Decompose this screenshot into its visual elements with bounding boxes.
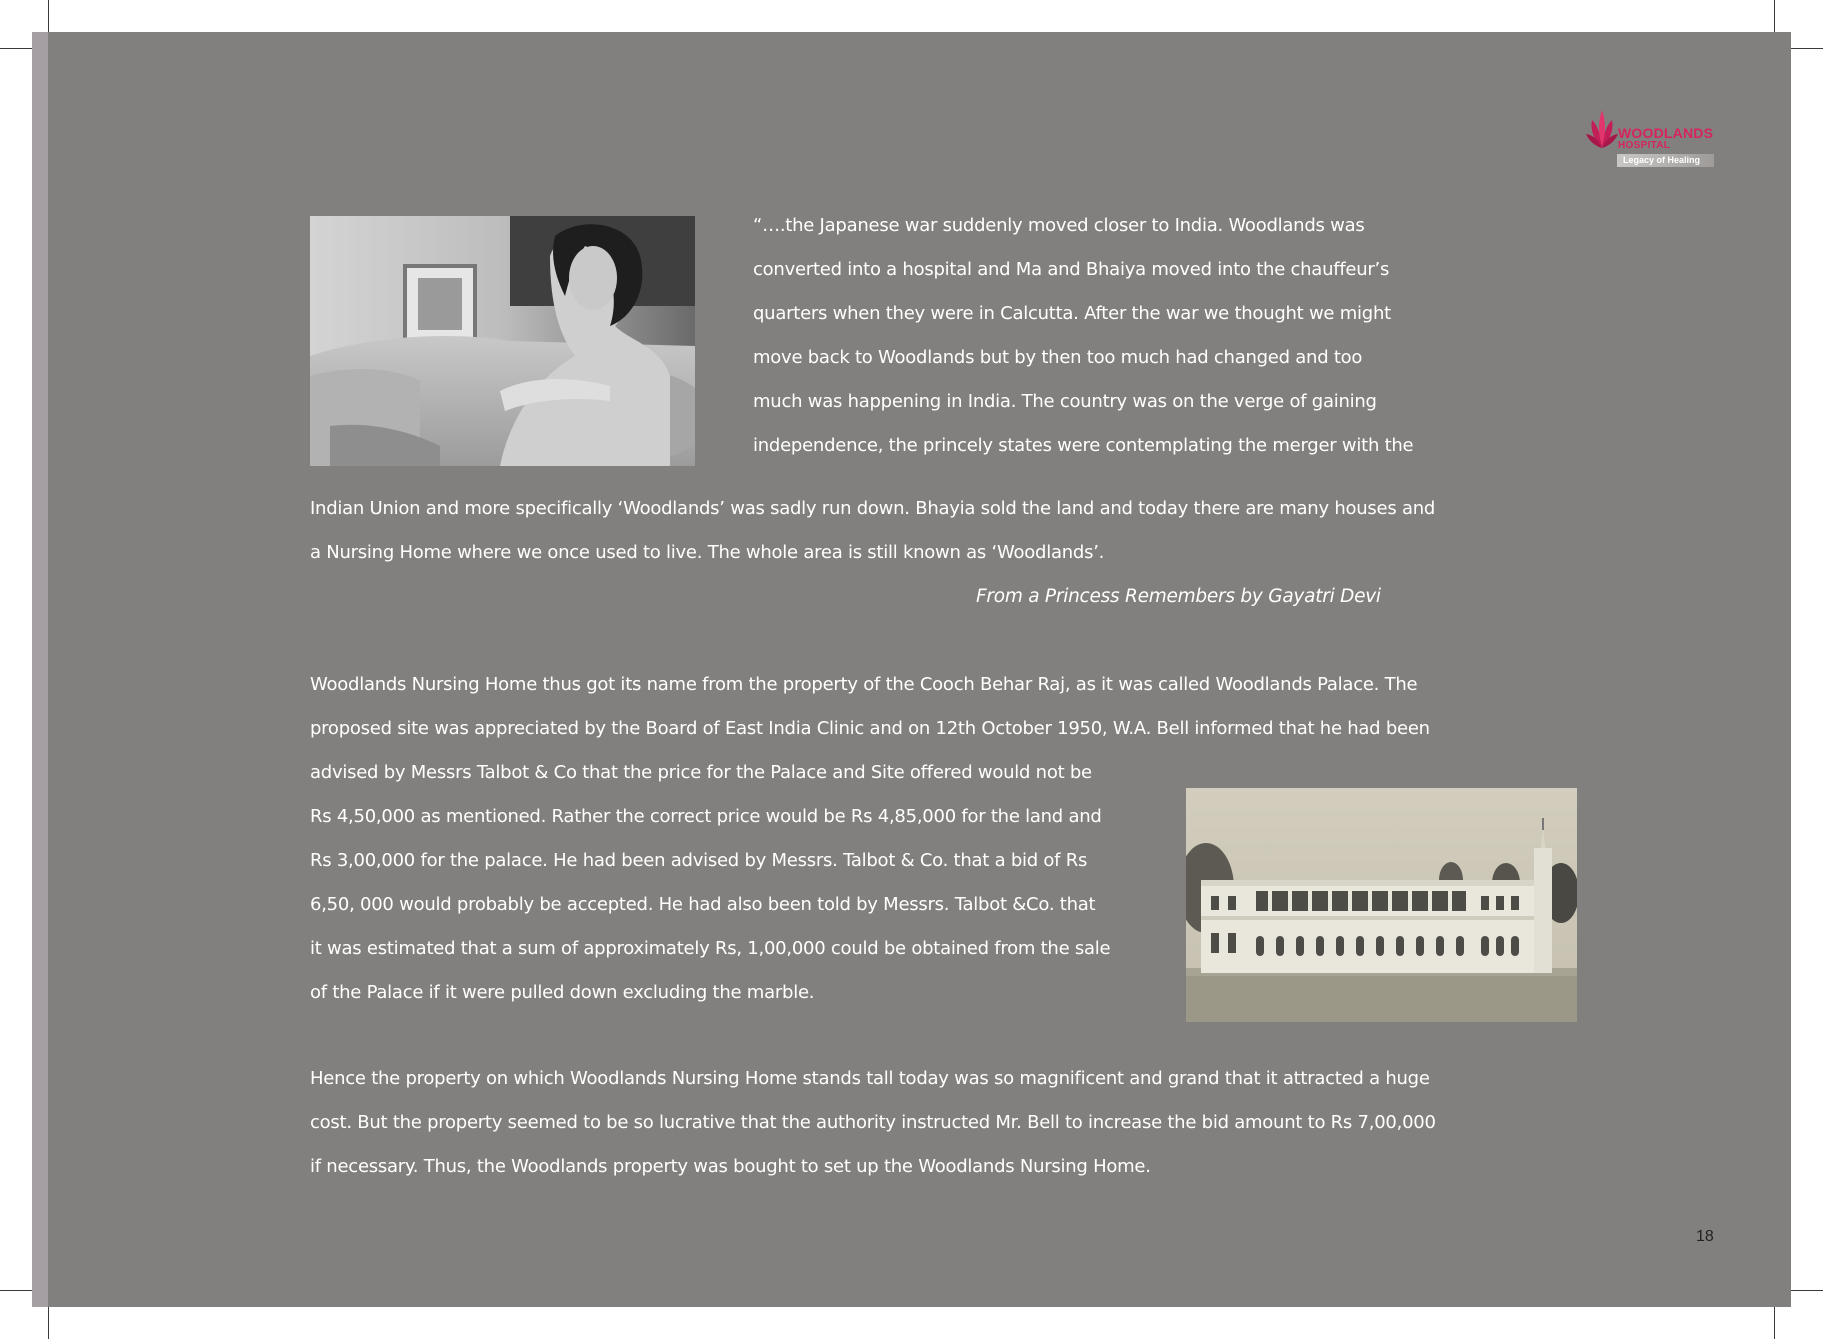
paragraph-line: 6,50, 000 would probably be accepted. He had also been told by Messrs. Talbot &Co. that bbox=[310, 894, 1096, 915]
logo-name: WOODLANDS bbox=[1618, 125, 1714, 141]
paragraph-line: Rs 3,00,000 for the palace. He had been advised by Messrs. Talbot & Co. that a bid of Rs bbox=[310, 850, 1088, 871]
crop-mark bbox=[1791, 1290, 1823, 1291]
quote-line: quarters when they were in Calcutta. After the war we thought we might bbox=[753, 303, 1391, 324]
paragraph-line: cost. But the property seemed to be so lucrative that the authority instructed Mr. Bell to increase the bid amount to Rs 7,00,000 bbox=[310, 1112, 1436, 1133]
paragraph-line: proposed site was appreciated by the Board of East India Clinic and on 12th October 1950, W.A. Bell informed that he had been bbox=[310, 718, 1430, 739]
lotus-icon bbox=[1586, 108, 1618, 154]
paragraph-line: Hence the property on which Woodlands Nursing Home stands tall today was so magnificent and grand that it attracted a huge bbox=[310, 1068, 1430, 1089]
quote-line: move back to Woodlands but by then too much had changed and too bbox=[753, 347, 1363, 368]
logo-subname: HOSPITAL bbox=[1618, 140, 1671, 151]
crop-mark bbox=[1774, 0, 1775, 32]
logo-tagline: Legacy of Healing bbox=[1617, 154, 1714, 167]
crop-mark bbox=[1791, 48, 1823, 49]
paragraph-line: Rs 4,50,000 as mentioned. Rather the correct price would be Rs 4,85,000 for the land and bbox=[310, 806, 1102, 827]
page-edge bbox=[32, 32, 48, 1307]
quote-line: Indian Union and more specifically ‘Woodlands’ was sadly run down. Bhayia sold the land and today there are many houses and bbox=[310, 498, 1436, 519]
quote-text-bottom bbox=[310, 487, 1435, 575]
quote-line: much was happening in India. The country was on the verge of gaining bbox=[753, 391, 1377, 412]
paragraph-line: it was estimated that a sum of approximately Rs, 1,00,000 could be obtained from the sale bbox=[310, 938, 1111, 959]
portrait-photo bbox=[310, 216, 695, 466]
quote-line: “….the Japanese war suddenly moved closer to India. Woodlands was bbox=[753, 215, 1365, 236]
crop-mark bbox=[48, 1307, 49, 1339]
quote-line: independence, the princely states were contemplating the merger with the bbox=[753, 435, 1414, 456]
paragraph-line: if necessary. Thus, the Woodlands property was bought to set up the Woodlands Nursing Home. bbox=[310, 1156, 1151, 1177]
page-number: 18 bbox=[1696, 1228, 1714, 1245]
history-paragraph bbox=[310, 663, 1430, 1015]
crop-mark bbox=[0, 48, 32, 49]
paragraph-line: advised by Messrs Talbot & Co that the price for the Palace and Site offered would not be bbox=[310, 762, 1092, 783]
woodlands-logo bbox=[1586, 108, 1716, 170]
crop-mark bbox=[48, 0, 49, 32]
crop-mark bbox=[0, 1290, 32, 1291]
paragraph-line: of the Palace if it were pulled down excluding the marble. bbox=[310, 982, 815, 1003]
quote-line: a Nursing Home where we once used to live. The whole area is still known as ‘Woodlands’. bbox=[310, 542, 1105, 563]
quote-attribution: From a Princess Remembers by Gayatri Devi bbox=[976, 586, 1381, 607]
crop-mark bbox=[1774, 1307, 1775, 1339]
quote-line: converted into a hospital and Ma and Bhaiya moved into the chauffeur’s bbox=[753, 259, 1390, 280]
conclusion-paragraph bbox=[310, 1057, 1436, 1189]
paragraph-line: Woodlands Nursing Home thus got its name from the property of the Cooch Behar Raj, as it was called Woodlands Palace. The bbox=[310, 674, 1418, 695]
quote-text-top bbox=[753, 204, 1413, 468]
